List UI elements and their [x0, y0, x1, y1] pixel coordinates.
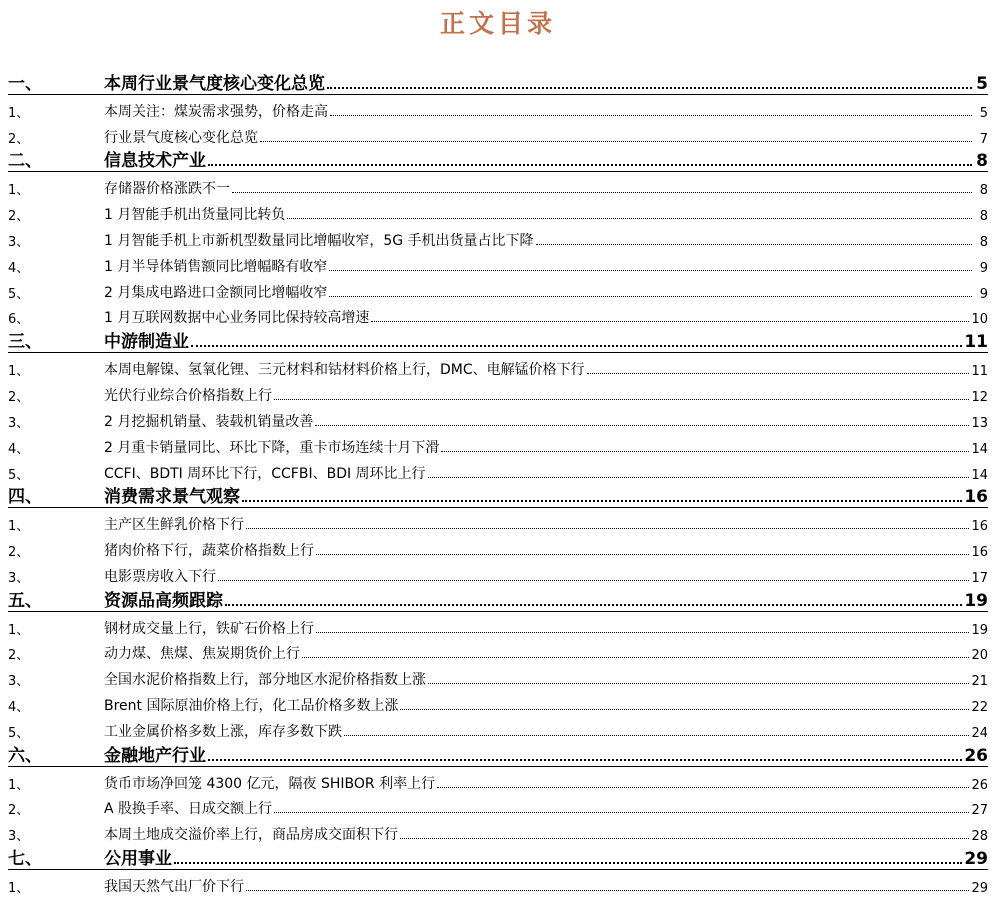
toc-dot-leader: [400, 837, 969, 839]
toc-dot-leader: [316, 553, 969, 555]
toc-page-number[interactable]: 5: [976, 73, 988, 94]
toc-entry-label[interactable]: 资源品高频跟踪: [104, 590, 223, 611]
toc-section-row[interactable]: [8, 457, 988, 483]
toc-entry-number: 七、: [8, 849, 42, 870]
toc-entry-number: 一、: [8, 73, 42, 94]
toc-section-row[interactable]: [8, 715, 988, 741]
toc-dot-leader: [242, 499, 962, 502]
toc-page-number[interactable]: 8: [976, 151, 988, 172]
toc-dot-leader: [208, 163, 972, 166]
toc-entry-label[interactable]: 中游制造业: [104, 332, 189, 353]
toc-entry-number: 2、: [8, 209, 30, 225]
toc-page-number[interactable]: 28: [971, 829, 988, 845]
toc-chapter-row[interactable]: [8, 741, 988, 767]
toc-entry-label[interactable]: 2 月重卡销量同比、环比下降，重卡市场连续十月下滑: [104, 439, 440, 456]
toc-page-number[interactable]: 16: [964, 487, 988, 508]
toc-page-number[interactable]: 14: [971, 441, 988, 457]
toc-entry-label[interactable]: 2 月集成电路进口金额同比增幅收窄: [104, 284, 328, 301]
toc-section-row[interactable]: [8, 353, 988, 379]
toc-dot-leader: [371, 320, 969, 322]
toc-entry-number: 2、: [8, 545, 30, 561]
toc-entry-label[interactable]: 钢材成交量上行，铁矿石价格上行: [104, 620, 314, 637]
toc-dot-leader: [329, 295, 972, 297]
toc-dot-leader: [218, 579, 969, 581]
toc-entry-number: 1、: [8, 881, 30, 896]
toc-dot-leader: [174, 861, 962, 864]
toc-section-row[interactable]: [8, 638, 988, 664]
toc-entry-label[interactable]: 主产区生鲜乳价格下行: [104, 517, 244, 534]
toc-dot-leader: [400, 708, 969, 710]
toc-entry-label[interactable]: 本周电解镍、氢氧化锂、三元材料和钴材料价格上行，DMC、电解锰价格下行: [104, 362, 585, 379]
toc-dot-leader: [246, 527, 969, 529]
toc-entry-number: 5、: [8, 286, 30, 302]
toc-entry-label[interactable]: CCFI、BDTI 周环比下行，CCFBI、BDI 周环比上行: [104, 465, 426, 482]
toc-section-row[interactable]: [8, 870, 988, 896]
toc-entry-number: 1、: [8, 519, 30, 535]
toc-page-number[interactable]: 29: [964, 849, 988, 870]
toc-section-row[interactable]: [8, 767, 988, 793]
toc-page-number[interactable]: 14: [971, 467, 988, 483]
toc-entry-number: 3、: [8, 829, 30, 845]
toc-entry-number: 6、: [8, 312, 30, 328]
toc-page-number[interactable]: 19: [971, 622, 988, 638]
toc-chapter-row[interactable]: [8, 69, 988, 95]
toc-section-row[interactable]: [8, 121, 988, 147]
toc-entry-number: 4、: [8, 441, 30, 457]
toc-section-row[interactable]: [8, 793, 988, 819]
toc-dot-leader: [344, 734, 969, 736]
toc-chapter-row[interactable]: [8, 147, 988, 173]
toc-dot-leader: [225, 603, 962, 606]
toc-section-row[interactable]: [8, 534, 988, 560]
toc-entry-label[interactable]: 2 月挖掘机销量、装载机销量改善: [104, 413, 314, 430]
toc-entry-label[interactable]: 信息技术产业: [104, 151, 206, 172]
toc-entry-label[interactable]: 存储器价格涨跌不一: [104, 181, 230, 198]
toc-page-number[interactable]: 16: [971, 519, 988, 535]
toc-entry-number: 1、: [8, 105, 30, 121]
toc-section-row[interactable]: [8, 612, 988, 638]
toc-page-number[interactable]: 16: [971, 545, 988, 561]
toc-page-number[interactable]: 22: [971, 700, 988, 716]
toc-page-number[interactable]: 8: [979, 183, 988, 199]
toc-section-row[interactable]: [8, 818, 988, 844]
toc-entry-label[interactable]: 全国水泥价格指数上行，部分地区水泥价格指数上涨: [104, 672, 426, 689]
toc-entry-label[interactable]: 电影票房收入下行: [104, 568, 216, 585]
toc-entry-number: 五、: [8, 590, 42, 611]
toc-chapter-row[interactable]: [8, 586, 988, 612]
toc-entry-label[interactable]: 光伏行业综合价格指数上行: [104, 387, 272, 404]
toc-section-row[interactable]: [8, 172, 988, 198]
toc-entry-number: 4、: [8, 260, 30, 276]
toc-entry-number: 1、: [8, 183, 30, 199]
toc-entry-number: 1、: [8, 777, 30, 793]
toc-entry-number: 3、: [8, 674, 30, 690]
toc-page-number[interactable]: 7: [979, 131, 988, 147]
toc-section-row[interactable]: [8, 224, 988, 250]
toc-entry-label[interactable]: 行业景气度核心变化总览: [104, 129, 258, 146]
toc-entry-label[interactable]: 我国天然气出厂价下行: [104, 879, 244, 895]
table-of-contents: [8, 69, 988, 896]
toc-page-number[interactable]: 17: [971, 570, 988, 586]
toc-page-number[interactable]: 11: [971, 364, 988, 380]
toc-dot-leader: [274, 811, 969, 813]
toc-section-row[interactable]: [8, 250, 988, 276]
toc-entry-label[interactable]: 本周关注：煤炭需求强势，价格走高: [104, 103, 328, 120]
toc-entry-number: 2、: [8, 131, 30, 147]
toc-dot-leader: [274, 398, 969, 400]
toc-entry-label[interactable]: Brent 国际原油价格上行，化工品价格多数上涨: [104, 698, 399, 715]
toc-entry-label[interactable]: 公用事业: [104, 849, 172, 870]
toc-page-number[interactable]: 21: [971, 674, 988, 690]
toc-entry-label[interactable]: 猪肉价格下行，蔬菜价格指数上行: [104, 543, 314, 560]
toc-dot-leader: [260, 140, 972, 142]
toc-entry-number: 2、: [8, 648, 30, 664]
toc-page-number[interactable]: 11: [964, 332, 988, 353]
toc-dot-leader: [316, 631, 969, 633]
toc-page-number[interactable]: 29: [971, 881, 988, 896]
toc-dot-leader: [315, 424, 969, 426]
toc-entry-label[interactable]: 1 月智能手机上市新机型数量同比增幅收窄，5G 手机出货量占比下降: [104, 232, 534, 249]
toc-dot-leader: [191, 344, 962, 347]
toc-chapter-row[interactable]: [8, 483, 988, 509]
page-title: 正文目录: [439, 9, 556, 38]
toc-page-number[interactable]: 5: [979, 105, 988, 121]
toc-entry-number: 四、: [8, 487, 42, 508]
toc-entry-number: 5、: [8, 467, 30, 483]
toc-page-number[interactable]: 13: [971, 415, 988, 431]
toc-dot-leader: [208, 758, 962, 761]
toc-dot-leader: [246, 889, 969, 891]
toc-entry-number: 3、: [8, 234, 30, 250]
toc-entry-label[interactable]: 消费需求景气观察: [104, 487, 240, 508]
toc-section-row[interactable]: [8, 560, 988, 586]
toc-section-row[interactable]: [8, 198, 988, 224]
toc-dot-leader: [441, 450, 969, 452]
toc-entry-label[interactable]: 工业金属价格多数上涨，库存多数下跌: [104, 723, 342, 740]
toc-page-number[interactable]: 26: [964, 745, 988, 766]
toc-dot-leader: [232, 191, 972, 193]
toc-dot-leader: [287, 217, 972, 219]
toc-page-number[interactable]: 24: [971, 725, 988, 741]
toc-chapter-row[interactable]: [8, 327, 988, 353]
toc-page-number[interactable]: 8: [979, 234, 988, 250]
toc-entry-number: 3、: [8, 415, 30, 431]
toc-page-number[interactable]: 27: [971, 803, 988, 819]
toc-section-row[interactable]: [8, 508, 988, 534]
toc-dot-leader: [330, 114, 972, 116]
toc-entry-label[interactable]: 1 月互联网数据中心业务同比保持较高增速: [104, 310, 370, 327]
toc-page-number[interactable]: 26: [971, 777, 988, 793]
toc-dot-leader: [587, 372, 970, 374]
toc-entry-label[interactable]: 动力煤、焦煤、焦炭期货价上行: [104, 646, 300, 663]
toc-entry-number: 2、: [8, 389, 30, 405]
toc-section-row[interactable]: [8, 431, 988, 457]
toc-page-number[interactable]: 9: [979, 286, 988, 302]
toc-entry-number: 1、: [8, 622, 30, 638]
toc-entry-number: 六、: [8, 745, 42, 766]
toc-entry-number: 2、: [8, 803, 30, 819]
toc-section-row[interactable]: [8, 302, 988, 328]
toc-dot-leader: [437, 786, 969, 788]
toc-section-row[interactable]: [8, 276, 988, 302]
toc-page-number[interactable]: 9: [979, 260, 988, 276]
toc-entry-number: 二、: [8, 151, 42, 172]
toc-dot-leader: [428, 682, 969, 684]
toc-page-number[interactable]: 12: [971, 389, 988, 405]
toc-section-row[interactable]: [8, 689, 988, 715]
toc-entry-label[interactable]: 货币市场净回笼 4300 亿元，隔夜 SHIBOR 利率上行: [104, 775, 436, 792]
toc-entry-number: 4、: [8, 700, 30, 716]
toc-dot-leader: [329, 269, 972, 271]
toc-dot-leader: [536, 243, 972, 245]
toc-page-number[interactable]: 19: [964, 590, 988, 611]
toc-entry-label[interactable]: A 股换手率、日成交额上行: [104, 801, 273, 818]
toc-entry-number: 1、: [8, 364, 30, 380]
toc-page-number[interactable]: 20: [971, 648, 988, 664]
toc-entry-label[interactable]: 本周土地成交溢价率上行，商品房成交面积下行: [104, 827, 398, 844]
toc-dot-leader: [302, 656, 969, 658]
toc-chapter-row[interactable]: [8, 844, 988, 870]
toc-entry-label[interactable]: 金融地产行业: [104, 745, 206, 766]
toc-entry-label[interactable]: 1 月智能手机出货量同比转负: [104, 207, 286, 224]
toc-page-number[interactable]: 10: [971, 312, 988, 328]
toc-entry-number: 三、: [8, 332, 42, 353]
toc-entry-label[interactable]: 本周行业景气度核心变化总览: [104, 73, 325, 94]
toc-section-row[interactable]: [8, 379, 988, 405]
toc-section-row[interactable]: [8, 405, 988, 431]
toc-page-number[interactable]: 8: [979, 209, 988, 225]
toc-entry-number: 5、: [8, 725, 30, 741]
toc-dot-leader: [327, 86, 972, 89]
toc-section-row[interactable]: [8, 95, 988, 121]
toc-entry-number: 3、: [8, 570, 30, 586]
toc-section-row[interactable]: [8, 663, 988, 689]
toc-dot-leader: [428, 476, 970, 478]
toc-entry-label[interactable]: 1 月半导体销售额同比增幅略有收窄: [104, 258, 328, 275]
